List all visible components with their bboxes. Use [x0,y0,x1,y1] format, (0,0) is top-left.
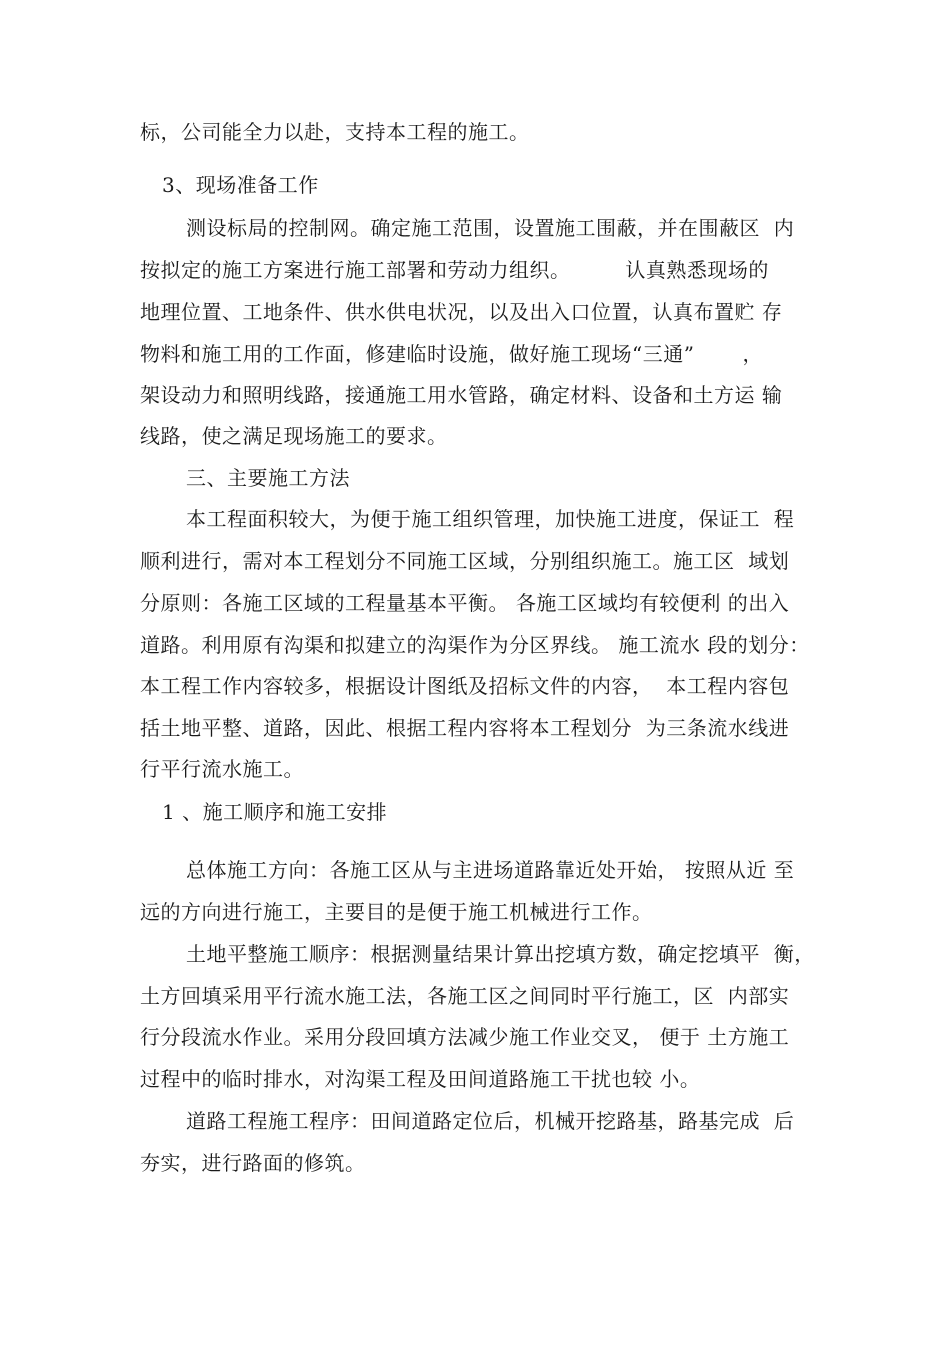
text-line-15: 括土地平整、道路，因此、根据工程内容将本工程划分 为三条流水线进 [140,716,790,740]
text-line-14: 本工程工作内容较多，根据设计图纸及招标文件的内容， 本工程内容包 [140,674,790,698]
text-line-24: 道路工程施工程序：田间道路定位后，机械开挖路基，路基完成 后 [186,1109,795,1133]
text-line-20: 土地平整施工顺序：根据测量结果计算出挖填方数，确定挖填平 衡， [186,942,815,966]
text-line-3: 测设标局的控制网。确定施工范围，设置施工围蔽，并在围蔽区 内 [186,216,795,240]
text-line-4: 按拟定的施工方案进行施工部署和劳动力组织。 认真熟悉现场的 [140,258,769,282]
text-line-8: 线路，使之满足现场施工的要求。 [140,424,448,448]
text-line-12: 分原则：各施工区域的工程量基本平衡。 各施工区域均有较便利 的出入 [140,591,790,615]
text-line-10: 本工程面积较大，为便于施工组织管理，加快施工进度，保证工 程 [186,507,795,531]
text-line-16: 行平行流水施工。 [140,757,304,781]
text-line-2: 3、现场准备工作 [162,173,319,197]
text-line-17: 1 、施工顺序和施工安排 [162,800,388,824]
text-line-18: 总体施工方向：各施工区从与主进场道路靠近处开始， 按照从近 至 [186,858,795,882]
text-line-19: 远的方向进行施工，主要目的是便于施工机械进行工作。 [140,900,653,924]
text-line-11: 顺利进行，需对本工程划分不同施工区域，分别组织施工。施工区 域划 [140,549,790,573]
text-line-13: 道路。利用原有沟渠和拟建立的沟渠作为分区界线。 施工流水 段的划分： [140,633,810,657]
text-line-5: 地理位置、工地条件、供水供电状况，以及出入口位置，认真布置贮 存 [140,300,783,324]
text-line-6: 物料和施工用的工作面，修建临时设施，做好施工现场“三通” ， [140,342,763,366]
text-line-23: 过程中的临时排水，对沟渠工程及田间道路施工干扰也较 小。 [140,1067,701,1091]
text-line-1: 标，公司能全力以赴，支持本工程的施工。 [140,120,530,144]
text-line-21: 土方回填采用平行流水施工法，各施工区之间同时平行施工，区 内部实 [140,984,790,1008]
text-line-22: 行分段流水作业。采用分段回填方法减少施工作业交叉， 便于 土方施工 [140,1025,790,1049]
text-line-9: 三、主要施工方法 [186,466,350,490]
text-line-7: 架设动力和照明线路，接通施工用水管路，确定材料、设备和土方运 输 [140,383,783,407]
text-line-25: 夯实，进行路面的修筑。 [140,1151,366,1175]
